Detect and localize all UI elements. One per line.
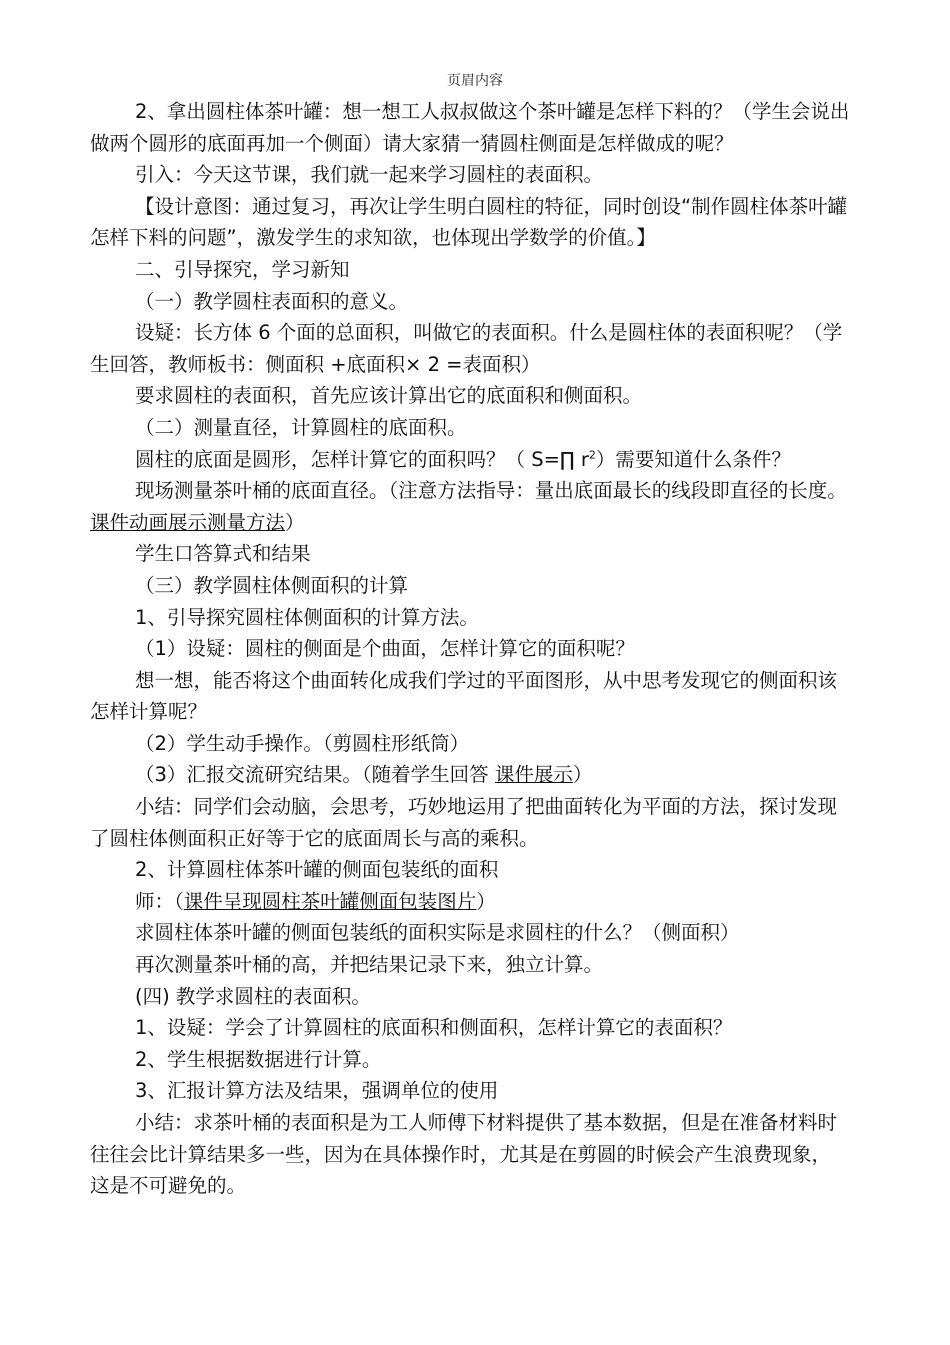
page-header: 页眉内容 xyxy=(447,73,503,89)
report-text-before: （3）汇报交流研究结果。（随着学生回答 xyxy=(135,763,495,787)
lesson-body xyxy=(90,96,850,1202)
paragraph-base-area-formula xyxy=(90,444,850,476)
formula-text-after: ）需要知道什么条件？ xyxy=(595,447,791,471)
subheading-lateral-area: （三）教学圆柱体侧面积的计算 xyxy=(135,573,409,597)
paragraph-teacher-courseware xyxy=(90,886,850,918)
paragraph-measure-diameter xyxy=(90,475,850,538)
section-heading-explore: 二、引导探究，学习新知 xyxy=(135,257,350,281)
paragraph-measure-height: 再次测量茶叶桶的高，并把结果记录下来，独立计算。 xyxy=(135,953,604,977)
subheading-measure-diameter: （二）测量直径，计算圆柱的底面积。 xyxy=(135,415,467,439)
measure-text-after: ） xyxy=(285,510,305,534)
courseware-display-link[interactable]: 课件展示 xyxy=(494,763,573,787)
paragraph-question-total: 1、设疑：学会了计算圆柱的底面积和侧面积，怎样计算它的表面积？ xyxy=(135,1016,733,1040)
paragraph-think-transform: 想一想，能否将这个曲面转化成我们学过的平面图形，从中思考发现它的侧面积该怎样计算呢？ xyxy=(90,668,838,724)
subheading-surface-area-meaning: （一）教学圆柱表面积的意义。 xyxy=(135,289,409,313)
paragraph-wrapping-paper: 2、计算圆柱体茶叶罐的侧面包装纸的面积 xyxy=(135,858,499,882)
teacher-text-before: 师：（ xyxy=(135,889,184,913)
courseware-wrapping-image-link[interactable]: 课件呈现圆柱茶叶罐侧面包装图片 xyxy=(183,889,477,913)
subheading-total-surface-area: (四) 教学求圆柱的表面积。 xyxy=(135,984,371,1008)
report-text-after: ） xyxy=(572,763,593,787)
paragraph-compute-data: 2、学生根据数据进行计算。 xyxy=(135,1047,382,1071)
paragraph-report-units: 3、汇报计算方法及结果，强调单位的使用 xyxy=(135,1079,499,1103)
formula-exponent: 2 xyxy=(588,448,596,462)
formula-text-before: 圆柱的底面是圆形，怎样计算它的面积吗？（ S=∏ r xyxy=(135,447,589,471)
teacher-text-after: ） xyxy=(476,889,496,913)
paragraph-question-curved-surface: （1）设疑：圆柱的侧面是个曲面，怎样计算它的面积呢？ xyxy=(135,637,635,661)
paragraph-design-intent: 【设计意图：通过复习，再次让学生明白圆柱的特征，同时创设“制作圆柱体茶叶罐怎样下料的问题”，激发学生的求知欲，也体现出学数学的价值。】 xyxy=(90,194,848,250)
paragraph-guide-method: 1、引导探究圆柱体侧面积的计算方法。 xyxy=(135,605,479,629)
paragraph-tea-can-question: 2、拿出圆柱体茶叶罐：想一想工人叔叔做这个茶叶罐是怎样下料的？（学生会说出做两个圆形的底面再加一个侧面）请大家猜一猜圆柱侧面是怎样做成的呢？ xyxy=(90,100,850,155)
paragraph-compute-first: 要求圆柱的表面积，首先应该计算出它的底面积和侧面积。 xyxy=(135,384,643,408)
measure-text-before: 现场测量茶叶桶的底面直径。（注意方法指导：量出底面最长的线段即直径的长度。 xyxy=(135,479,847,503)
paragraph-hands-on: （2）学生动手操作。（剪圆柱形纸筒） xyxy=(135,731,470,755)
paragraph-question-wrapping: 求圆柱体茶叶罐的侧面包装纸的面积实际是求圆柱的什么？（侧面积） xyxy=(135,921,740,945)
paragraph-summary-lateral: 小结：同学们会动脑，会思考，巧妙地运用了把曲面转化为平面的方法，探讨发现了圆柱体侧面积正好等于它的底面周长与高的乘积。 xyxy=(90,795,838,850)
paragraph-report-results xyxy=(90,759,850,791)
paragraph-summary-waste: 小结：求茶叶桶的表面积是为工人师傅下材料提供了基本数据，但是在准备材料时往往会比计算结果多一些，因为在具体操作时，尤其是在剪圆的时候会产生浪费现象，这是不可避免的。 xyxy=(90,1111,838,1198)
paragraph-question-surface-area: 设疑：长方体 6 个面的总面积，叫做它的表面积。什么是圆柱体的表面积呢？（学生回答，教师板书：侧面积 +底面积× 2 =表面积） xyxy=(90,321,843,376)
courseware-animation-link[interactable]: 课件动画展示测量方法 xyxy=(90,510,286,534)
paragraph-oral-answer: 学生口答算式和结果 xyxy=(135,542,311,566)
paragraph-introduction: 引入：今天这节课，我们就一起来学习圆柱的表面积。 xyxy=(135,163,604,187)
